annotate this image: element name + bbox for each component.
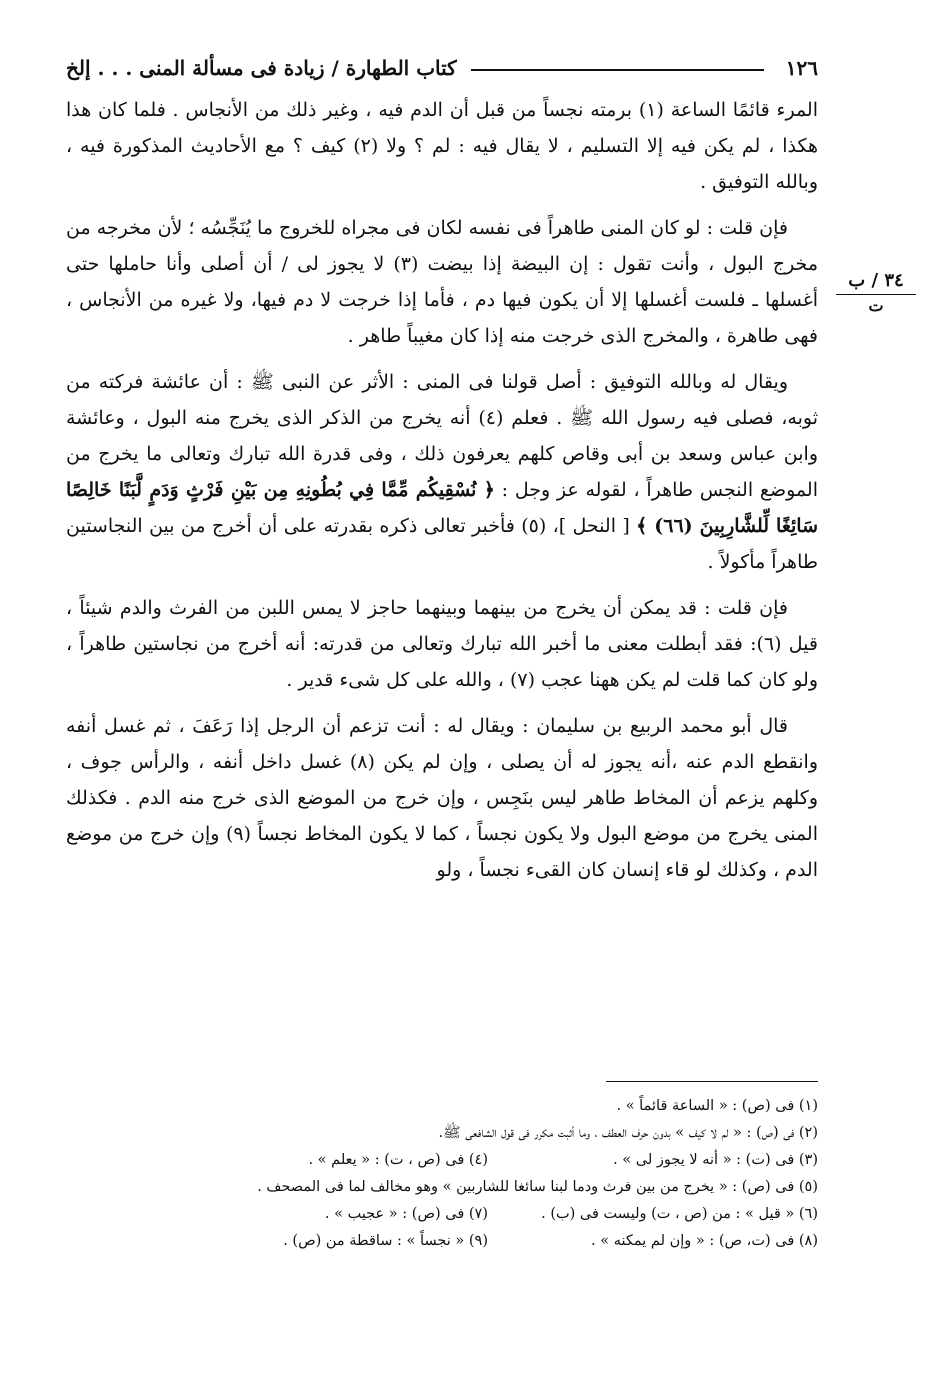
page-number: ١٢٦ xyxy=(785,56,818,80)
paragraph-1: المرء قائمًا الساعة (١) برمته نجساً من قبل أن الدم فيه ، وغير ذلك من الأنجاس . فلما كان هذا هكذا ، لم يكن فيه إلا التسليم ، لا يقال فيه : لم ؟ ولا (٢) كيف ؟ مع الأحاديث المذكورة فيه ، وبالله التوفيق . xyxy=(66,99,819,193)
footnotes xyxy=(66,1093,818,1255)
footnote-line xyxy=(66,1093,818,1120)
header-rule xyxy=(471,69,764,71)
footnote-line xyxy=(66,1201,818,1228)
footnote-5: (٥) فى (ص) : « يخرج من بين فرث ودما لبنا سائغا للشاربين » وهو مخالف لما فى المصحف . xyxy=(257,1179,818,1195)
paragraph-4: فإن قلت : قد يمكن أن يخرج من بينهما وبينهما حاجز لا يمس اللبن من الفرث والدم شيئاً ، قيل (٦): فقد أبطلت معنى ما أخبر الله تبارك وتعالى من قدرته: أنه أخرج من نجاستين طاهراً ، ولو كان كما قلت لم يكن ههنا عجب (٧) ، والله على كل شىء قدير . xyxy=(66,597,818,691)
paragraph-3-text-a: ويقال له وبالله التوفيق : أصل قولنا فى المنى : الأثر عن النبى ﷺ : أن عائشة فركته من ثوبه، فصلى فيه رسول الله ﷺ . فعلم (٤) أنه يخرج من الذكر الذى يخرج منه البول ، وعائشة وابن عباس وسعد بن أبى وقاص كلهم يعرفون ذلك ، وفى قدرة الله تبارك وتعالى ما يخرج من الموضع النجس طاهراً ، لقوله عز وجل : xyxy=(66,371,818,501)
margin-manuscript-ref xyxy=(836,270,916,317)
page-header xyxy=(66,50,818,86)
footnote-7: (٧) فى (ص) : « عجيب » . xyxy=(324,1206,488,1222)
main-text xyxy=(66,92,818,898)
footnote-3: (٣) فى (ت) : « أنه لا يجوز لى » . xyxy=(613,1152,818,1168)
footnote-6: (٦) « قيل » : من (ص ، ت) وليست فى (ب) . xyxy=(541,1206,818,1222)
running-title: كتاب الطهارة / زيادة فى مسألة المنى . . . إلخ xyxy=(66,56,457,80)
footnote-9: (٩) « نجساً » : ساقطة من (ص) . xyxy=(283,1233,488,1249)
footnote-line xyxy=(66,1147,818,1174)
footnote-2: (٢) فى (ص) : « لم لا كيف » بدون حرف العطف ، وما أثبت مكرر فى قول الشافعى ﷺ. xyxy=(438,1125,818,1141)
margin-folio: ٣٤ / ب xyxy=(836,270,916,295)
footnote-line xyxy=(66,1120,818,1147)
margin-manuscript-siglum: ت xyxy=(868,296,884,315)
paragraph-3 xyxy=(66,364,818,580)
footnote-4: (٤) فى (ص ، ت) : « يعلم » . xyxy=(308,1152,488,1168)
footnote-line xyxy=(66,1174,818,1201)
footnote-separator xyxy=(606,1081,818,1082)
paragraph-3-text-b: [ النحل ]، (٥) فأخبر تعالى ذكره بقدرته على أن أخرج من بين النجاستين طاهراً مأكولاً . xyxy=(66,515,818,573)
quran-verse: ﴿ نُسْقِيكُم مِّمَّا فِي بُطُونِهِ مِن بَيْنِ فَرْثٍ وَدَمٍ لَّبَنًا خَالِصًا سَائِغًا لِّلشَّارِبِينَ (٦٦) ﴾ xyxy=(66,479,818,537)
paragraph-2: فإن قلت : لو كان المنى طاهراً فى نفسه لكان فى مجراه للخروج ما يُنَجِّسُه ؛ لأن مخرجه من مخرج البول ، وأنت تقول : إن البيضة إذا بيضت (٣) لا يجوز لى / أن أصلى وأنا حاملها حتى أغسلها ـ فلست أغسلها إلا أن يكون فيها دم ، فأما إذا خرجت لا دم فيها، ولا غيره من الأنجاس ، فهى طاهرة ، والمخرج الذى خرجت منه إذا كان مغيباً طاهر . xyxy=(66,217,818,347)
footnote-1: (١) فى (ص) : « الساعة قائماً » . xyxy=(616,1098,818,1114)
footnote-8: (٨) فى (ت، ص) : « وإن لم يمكنه » . xyxy=(591,1233,818,1249)
footnote-line xyxy=(66,1228,818,1255)
paragraph-5: قال أبو محمد الربيع بن سليمان : ويقال له : أنت تزعم أن الرجل إذا رَعَفَ ، ثم غسل أنفه وانقطع الدم عنه ،أنه يجوز له أن يصلى ، وإن لم يكن (٨) غسل داخل أنفه ، والرأس جوف ، وكلهم يزعم أن المخاط طاهر ليس بنَجِس ، وإن خرج من الموضع الذى خرج منه الدم . فكذلك المنى يخرج من موضع البول ولا يكون نجساً ، كما لا يكون المخاط نجساً (٩) وإن خرج من موضع الدم ، وكذلك لو قاء إنسان كان القىء نجساً ، ولو xyxy=(66,715,818,881)
